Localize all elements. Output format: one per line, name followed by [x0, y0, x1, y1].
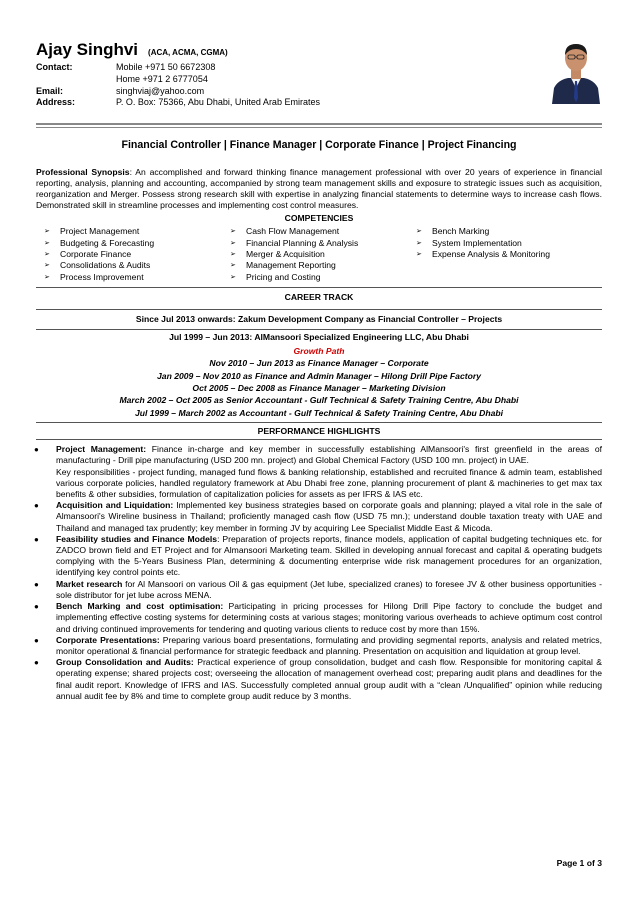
- contact-row: [36, 74, 602, 86]
- competency-item: ➢ Expense Analysis & Monitoring: [416, 249, 550, 259]
- contact-row: [36, 62, 602, 74]
- divider: [36, 287, 602, 288]
- bullet-icon: ●: [34, 445, 39, 455]
- position-entry: Nov 2010 – Jun 2013 as Finance Manager – Corporate: [209, 358, 429, 369]
- arrow-bullet-icon: ➢: [230, 273, 236, 281]
- resume-page: [36, 40, 602, 702]
- performance-title: PERFORMANCE HIGHLIGHTS: [257, 426, 381, 437]
- mobile-number: Mobile +971 50 6672308: [116, 62, 216, 72]
- competencies-title: COMPETENCIES: [284, 213, 354, 224]
- postal-address: P. O. Box: 75366, Abu Dhabi, United Arab Emirates: [116, 97, 320, 108]
- competency-item: ➢ Cash Flow Management: [230, 226, 340, 237]
- divider: [36, 127, 602, 128]
- professional-synopsis: [36, 167, 602, 211]
- competency-item: ➢ Pricing and Costing: [230, 271, 321, 282]
- bullet-icon: ●: [34, 635, 39, 645]
- bullet-icon: ●: [34, 602, 39, 612]
- contact-block: [36, 62, 602, 109]
- divider: [36, 439, 602, 440]
- arrow-bullet-icon: ➢: [230, 251, 236, 258]
- role-headline: Financial Controller | Finance Manager | Corporate Finance | Project Financing: [121, 139, 517, 152]
- competency-item: ➢ Consolidations & Audits: [44, 260, 151, 271]
- arrow-bullet-icon: ➢: [44, 251, 50, 258]
- contact-row: [36, 86, 602, 98]
- page-number: Page 1 of 3: [556, 858, 602, 868]
- competency-item: ➢ Project Management: [44, 226, 140, 237]
- competency-item: ➢ Budgeting & Forecasting: [44, 237, 155, 248]
- arrow-bullet-icon: ➢: [416, 251, 422, 258]
- performance-item-detail: Key responsibilities - project funding, managed fund flows & banking relationship, established and recruited finance & admin team, established various corporate policies, handled regulatory framework at Abu Dhabi free zone, planning procurement of plant & machineries to get max tax benefits & other subsidies, formulation of capitalization policies for assets as per IFRS & IAS etc.: [56, 466, 602, 500]
- contact-label: Contact:: [36, 62, 73, 72]
- bullet-icon: ●: [34, 658, 39, 668]
- profile-photo: [550, 36, 602, 104]
- contact-row: [36, 97, 602, 109]
- competency-item: ➢ Management Reporting: [230, 260, 336, 271]
- performance-item: ● Project Management: Finance in-charge and key member in successfully establishing AlMansoori's first greenfield in the areas of manufacturing - Drill pipe manufacturing (USD 200 mn. project) and Global Chemical Factory (USD 100 mn. project) in UAE. Key responsibilities - project funding, managed fund flows & banking relationship, established and recruited finance & admin team, established various corporate policies, handled regulatory framework at Abu Dhabi free zone, planning procurement of plant & machineries to get max tax benefits & other subsidies, formulation of capitalization policies for assets as per IFRS & IAS etc.: [34, 444, 602, 500]
- competency-item: ➢ Financial Planning & Analysis: [230, 237, 359, 248]
- arrow-bullet-icon: ➢: [44, 239, 50, 247]
- address-label: Address:: [36, 97, 76, 108]
- home-number: Home +971 2 6777054: [116, 73, 208, 84]
- arrow-bullet-icon: ➢: [44, 262, 50, 270]
- position-entry: Jul 1999 – March 2002 as Accountant - Gulf Technical & Safety Training Centre, Abu Dhabi: [134, 407, 504, 418]
- bullet-icon: ●: [34, 501, 39, 511]
- synopsis-text: : An accomplished and forward thinking finance management professional with over 20 years of experience in financial reporting, analysis, planning and accounting, accompanied by strong team management skills and exposure to strategic issues such as acquisition, reorganization and Merger. Possess strong research skill with expertise in analyzing financial statements to determine ways to increase cash flows. Demonstrated skill in streamline processes and implementing cost control measures.: [36, 167, 602, 211]
- bullet-icon: ●: [34, 579, 39, 589]
- competency-item: ➢ System Implementation: [416, 237, 522, 248]
- divider: [36, 123, 602, 125]
- competency-item: ➢ Merger & Acquisition: [230, 249, 325, 259]
- position-entry: March 2002 – Oct 2005 as Senior Accountant - Gulf Technical & Safety Training Centre, Abu Dhabi: [119, 395, 519, 406]
- growth-path-title: Growth Path: [293, 346, 345, 357]
- position-entry: Oct 2005 – Dec 2008 as Finance Manager – Marketing Division: [192, 383, 446, 394]
- arrow-bullet-icon: ➢: [230, 228, 236, 236]
- arrow-bullet-icon: ➢: [44, 228, 50, 236]
- career-track-title: CAREER TRACK: [284, 292, 354, 303]
- email-address[interactable]: singhviaj@yahoo.com: [116, 85, 205, 96]
- competencies-column: [408, 226, 602, 283]
- arrow-bullet-icon: ➢: [416, 228, 422, 236]
- performance-item: ● Bench Marking and cost optimisation: Participating in pricing processes for Hilong Drill Pipe factory to conclude the budget and implementing effective costing systems for determining costs at various stages; monitoring various overheads to achieve optimum cost control and driving continued improvements for tendering and quoting various clients to reduce cost by more than 15%.: [34, 601, 602, 634]
- candidate-name: Ajay Singhvi: [36, 40, 139, 59]
- contact-label: [36, 74, 116, 86]
- performance-list: [36, 444, 602, 702]
- arrow-bullet-icon: ➢: [416, 239, 422, 247]
- competency-item: ➢ Process Improvement: [44, 271, 144, 282]
- synopsis-label: Professional Synopsis: [36, 167, 130, 178]
- performance-item: ● Market research for Al Mansoori on various Oil & gas equipment (Jet lube, specialized cranes) to foresee JV & other business opportunities - sole distributor for jet lube across MENA.: [34, 578, 602, 600]
- performance-item: ● Corporate Presentations: Preparing various board presentations, formulating and providing segmental reports, analysis and related metrics, monitor operational & financial performance for strategic feedback and planning. Presentation on acquisition and liquidation at group level.: [34, 634, 602, 656]
- competency-item: ➢ Bench Marking: [416, 226, 490, 237]
- arrow-bullet-icon: ➢: [230, 262, 236, 270]
- competencies-grid: [36, 226, 602, 283]
- performance-item: ● Group Consolidation and Audits: Practical experience of group consolidation, budget and cash flow. Responsible for monitoring capital & operating expense; shared projects cost; overseeing the allocation of management overhead cost; preparing audit plans and deadlines for the final audit report. Knowledge of IFRS and IAS. Successfully completed annual group audit with a “clean /Unqualified” opinion while reducing annual audit fee by 8% and time to complete group audit reduce by 3 months.: [34, 657, 603, 701]
- arrow-bullet-icon: ➢: [230, 239, 236, 247]
- performance-item: ● Feasibility studies and Finance Models: Preparation of projects reports, finance models, application of capital budgeting techniques etc. for ZADCO brown field and ET Project and for Almansoori Marketing team. Skilled in developing annual forecast and capital & operating budgets complying with the 5-Years Business Plan, determining & documenting enterprise wide risk management procedures for an organization, identifying key control points etc.: [34, 533, 602, 578]
- arrow-bullet-icon: ➢: [44, 273, 50, 281]
- competencies-column: [222, 226, 408, 283]
- competency-item: ➢ Corporate Finance: [44, 249, 132, 259]
- current-role: Since Jul 2013 onwards: Zakum Development Company as Financial Controller – Projects: [135, 314, 503, 325]
- previous-employer: Jul 1999 – Jun 2013: AlMansoori Specialized Engineering LLC, Abu Dhabi: [169, 332, 469, 343]
- competencies-column: [36, 226, 222, 283]
- position-entry: Jan 2009 – Nov 2010 as Finance and Admin Manager – Hilong Drill Pipe Factory: [157, 370, 481, 381]
- name-row: [36, 40, 602, 60]
- email-label: Email:: [36, 85, 64, 96]
- qualifications: (ACA, ACMA, CGMA): [148, 48, 228, 57]
- divider: [36, 309, 602, 310]
- performance-item: ● Acquisition and Liquidation: Implemented key business strategies based on corporate goals and planning; played a vital role in the sale of Almansoori's Wireline business in Thailand; proficiently managed cash flow (USD 75 mn.); understand double taxation treaty with UAE and Thailand and managed tax prudently; key member in forming JV by acquiring Lee Specialist Middle East & Micoda.: [34, 500, 602, 533]
- bullet-icon: ●: [34, 534, 39, 544]
- divider: [36, 422, 602, 423]
